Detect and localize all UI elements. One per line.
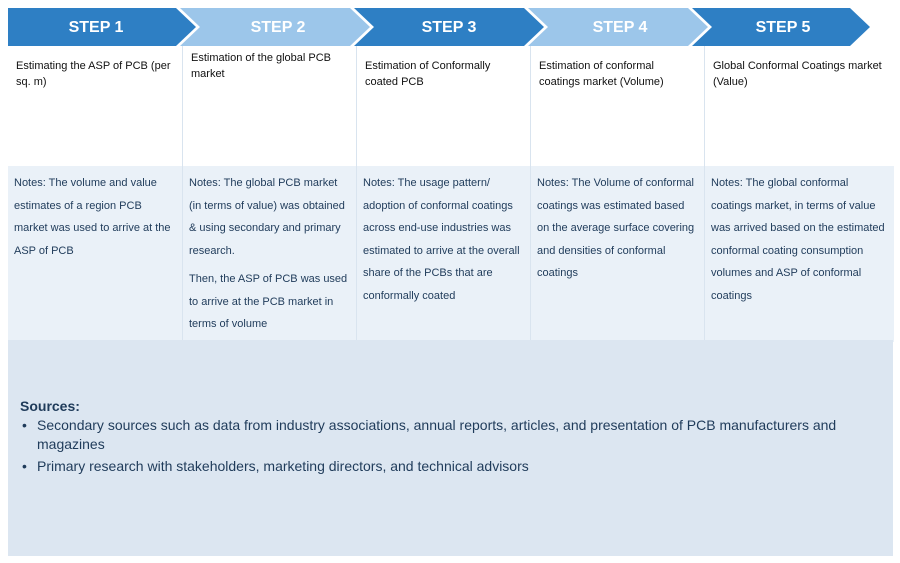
step-5-column [705, 46, 894, 342]
sources-item [20, 457, 881, 476]
bullet-icon: • [22, 458, 27, 474]
bullet-icon: • [22, 417, 27, 433]
step-4-notes [531, 166, 704, 342]
step-1-title: Estimating the ASP of PCB (per sq. m) [8, 46, 182, 166]
sources-list [20, 416, 881, 476]
step-4-note: Notes: The Volume of conformal coatings was estimated based on the average surface covering and densities of conformal coatings [537, 177, 695, 279]
sources-title: Sources: [20, 398, 80, 414]
step-3-notes [357, 166, 530, 342]
step-2-notes [183, 166, 356, 342]
step-3-note: Notes: The usage pattern/ adoption of conformal coatings across end-use industries was estimated to arrive at the overall share of the PCBs that are conformally coated [363, 177, 520, 302]
step-5-title: Global Conformal Coatings market (Value) [705, 46, 894, 166]
step-5-note: Notes: The global conformal coatings market, in terms of value was arrived based on the estimated conformal coating consumption volumes and ASP of conformal coatings [711, 177, 885, 302]
step-3-column [357, 46, 531, 342]
step-1-notes [8, 166, 182, 342]
step-4-title: Estimation of conformal coatings market (Volume) [531, 46, 704, 166]
step-1-label: STEP 1 [68, 19, 124, 37]
step-arrows [8, 8, 870, 46]
step-1-column [8, 46, 183, 342]
step-4-column [531, 46, 705, 342]
step-3-title: Estimation of Conformally coated PCB [357, 46, 530, 166]
step-4-label: STEP 4 [592, 19, 648, 37]
step-2-label: STEP 2 [250, 19, 306, 37]
step-2-column [183, 46, 357, 342]
step-1-note: Notes: The volume and value estimates of a region PCB market was used to arrive at the ASP of PCB [14, 177, 171, 257]
sources-item-text: Primary research with stakeholders, marketing directors, and technical advisors [37, 458, 529, 474]
sources-panel [8, 340, 893, 556]
step-2-note: Notes: The global PCB market (in terms of value) was obtained & using secondary and primary research. [189, 177, 345, 257]
steps-grid [8, 46, 894, 332]
sources-item [20, 416, 881, 454]
step-3-label: STEP 3 [421, 19, 477, 37]
step-5-label: STEP 5 [755, 19, 811, 37]
sources-item-text: Secondary sources such as data from industry associations, annual reports, articles, and presentation of PCB manufacturers and magazines [37, 417, 837, 452]
step-2-title: Estimation of the global PCB market [183, 46, 356, 166]
step-2-note-continued: Then, the ASP of PCB was used to arrive at the PCB market in terms of volume [189, 273, 348, 330]
step-5-notes [705, 166, 894, 342]
